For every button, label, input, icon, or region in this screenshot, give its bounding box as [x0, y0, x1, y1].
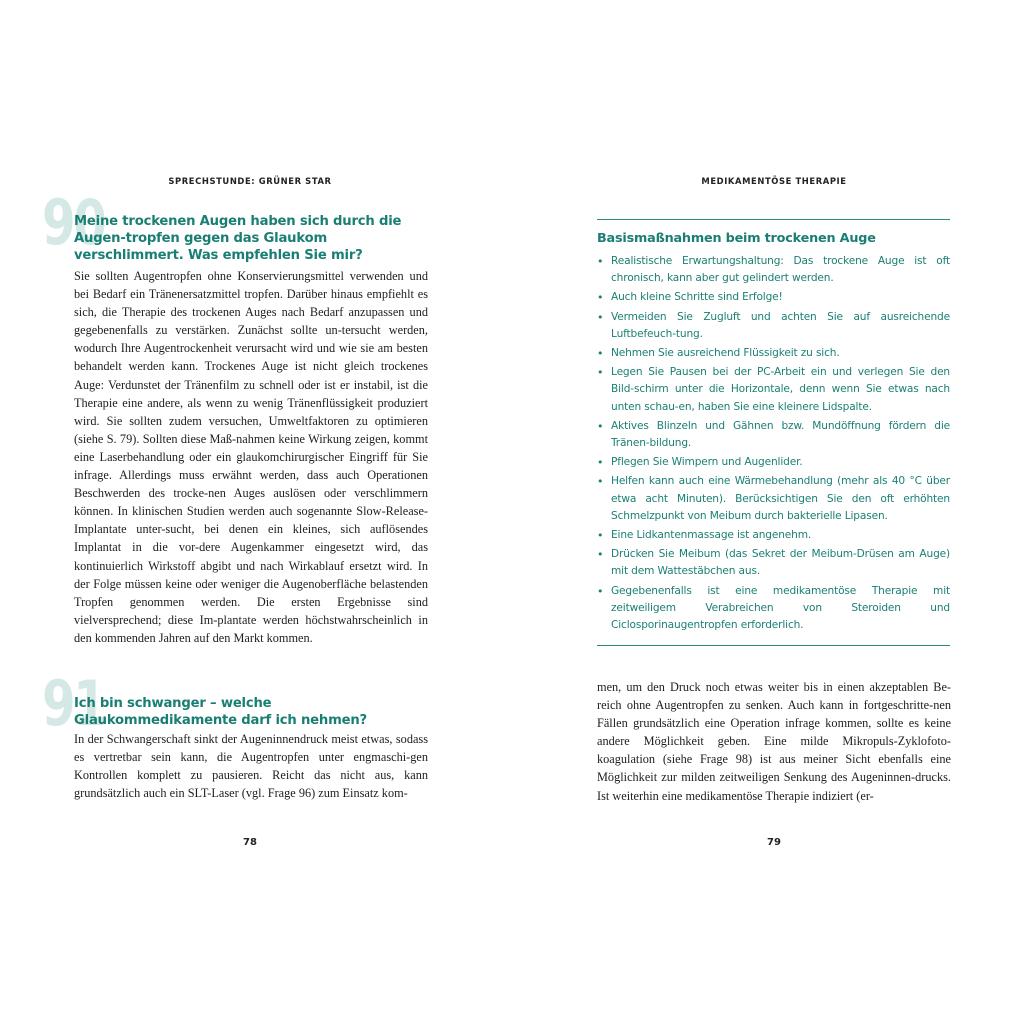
list-item: • Helfen kann auch eine Wärmebehandlung (mehr als 40 °C über etwa acht Minuten). Berücksichtigen Sie den oft erhöhten Schmelzpunkt von Meibum durch bakterielle Lipasen. — [597, 475, 950, 522]
right-page — [512, 0, 1024, 1024]
answer-text-90: Sie sollten Augentropfen ohne Konservierungsmittel verwenden und bei Bedarf ein Tränenersatzmittel tropfen. Darüber hinaus empfiehlt es sich, die Therapie des trockenen Auges nach Bedarf anzupassen und gegebenenfalls zu verstärken. Zunächst sollte un-tersucht werden, wodurch Ihre Augentrockenheit verursacht wird und wie sie am besten behandelt werden kann. Trockenes Auge ist nicht gleich trockenes Auge: Verdunstet der Tränenfilm zu schnell oder ist er instabil, ist die Therapie eine andere, als wenn zu wenig Tränenflüssigkeit produziert wird. Sie sollten zudem versuchen, Umweltfaktoren zu optimieren (siehe S. 79). Sollten diese Maß-nahmen keine Wirkung zeigen, kommt eine Laserbehandlung oder ein glaukomchirurgischer Eingriff für Sie infrage. Allerdings muss erwähnt werden, dass auch Operationen Beschwerden des trocke-nen Auges auslösen oder verschlimmern können. In klinischen Studien werden auch sogenannte Slow-Release-Implantate unter-sucht, bei denen ein kleines, sich auflösendes Implantat in die vor-dere Augenkammer eingesetzt wird, das kontinuierlich Wirkstoff abgibt und nach Wirkablauf ersetzt wird. In der Folge müssen keine oder weniger die Augenoberfläche belastenden Tropfen genommen werden. Die ersten Ergebnisse sind vielversprechend; diese Im-plantate werden höchstwahrscheinlich in den kommenden Jahren auf den Markt kommen. — [74, 269, 428, 645]
question-title-90: Meine trockenen Augen haben sich durch die Augen-tropfen gegen das Glaukom verschlimmert. Was empfehlen Sie mir? — [74, 214, 402, 263]
question-title-91: Ich bin schwanger – welche Glaukommedikamente darf ich nehmen? — [74, 696, 368, 728]
page-number-right: 79 — [767, 837, 781, 848]
page-number-left: 78 — [243, 837, 257, 848]
bullet-icon: • — [597, 475, 604, 489]
running-head-left: SPRECHSTUNDE: GRÜNER STAR — [168, 176, 332, 186]
continuation-text: men, um den Druck noch etwas weiter bis in einen akzeptablen Be-reich ohne Augentropfen zu senken. Auch kann in fortgeschritte-nen Fällen grundsätzlich eine Operation infrage kommen, sollte es keine andere Möglichkeit geben. Eine milde Mikropuls-Zyklofoto-koagulation (siehe Frage 98) ist aus meiner Sicht ebenfalls eine Möglichkeit zur milden zeitweiligen Senkung des Augeninnen-drucks. Ist weiterhin eine medikamentöse Therapie indiziert (er- — [597, 680, 951, 803]
bullet-icon: • — [597, 291, 604, 305]
bullet-icon: • — [597, 366, 604, 380]
list-item: • Aktives Blinzeln und Gähnen bzw. Mundöffnung fördern die Tränen-bildung. — [597, 419, 950, 450]
question-number-90: 90 — [42, 186, 105, 259]
list-item: • Nehmen Sie ausreichend Flüssigkeit zu sich. — [597, 345, 950, 362]
list-item: • Realistische Erwartungshaltung: Das trockene Auge ist oft chronisch, kann aber gut gelindert werden. — [597, 255, 950, 285]
bullet-icon: • — [597, 347, 604, 361]
running-head-right: MEDIKAMENTÖSE THERAPIE — [701, 176, 847, 186]
info-box-list — [597, 253, 950, 634]
list-item: • Auch kleine Schritte sind Erfolge! — [597, 289, 950, 306]
list-item: • Legen Sie Pausen bei der PC-Arbeit ein und verlegen Sie den Bild-schirm unter die Horizontale, denn wenn Sie etwas nach unten schau-en, haben Sie eine kleinere Lidspalte. — [597, 366, 950, 413]
list-item: • Vermeiden Sie Zugluft und achten Sie auf ausreichende Luftbefeuch-tung. — [597, 310, 950, 340]
info-box-title: Basismaßnahmen beim trockenen Auge — [597, 231, 876, 246]
bullet-icon: • — [597, 456, 604, 470]
bullet-icon: • — [597, 548, 604, 562]
bullet-icon: • — [597, 529, 604, 543]
bullet-icon: • — [597, 584, 604, 598]
bullet-icon: • — [597, 310, 604, 324]
list-item: • Gegebenenfalls ist eine medikamentöse Therapie mit zeitweiligem Verabreichen von Steroiden und Ciclosporinaugentropfen erforderlich. — [597, 584, 950, 632]
question-number-91: 91 — [42, 667, 105, 740]
bullet-icon: • — [597, 255, 604, 268]
list-item: • Pflegen Sie Wimpern und Augenlider. — [597, 454, 950, 471]
answer-text-91: In der Schwangerschaft sinkt der Augeninnendruck meist etwas, sodass es vertretbar sein kann, die Augentropfen unter engmaschi-gen Kontrollen komplett zu pausieren. Reicht das nicht aus, kann grundsätzlich auch ein SLT-Laser (vgl. Frage 96) zum Einsatz kom- — [74, 732, 428, 801]
list-item: • Drücken Sie Meibum (das Sekret der Meibum-Drüsen am Auge) mit dem Wattestäbchen aus. — [597, 548, 950, 578]
info-box — [597, 219, 950, 646]
bullet-icon: • — [597, 419, 604, 433]
list-item: • Eine Lidkantenmassage ist angenehm. — [597, 527, 950, 544]
